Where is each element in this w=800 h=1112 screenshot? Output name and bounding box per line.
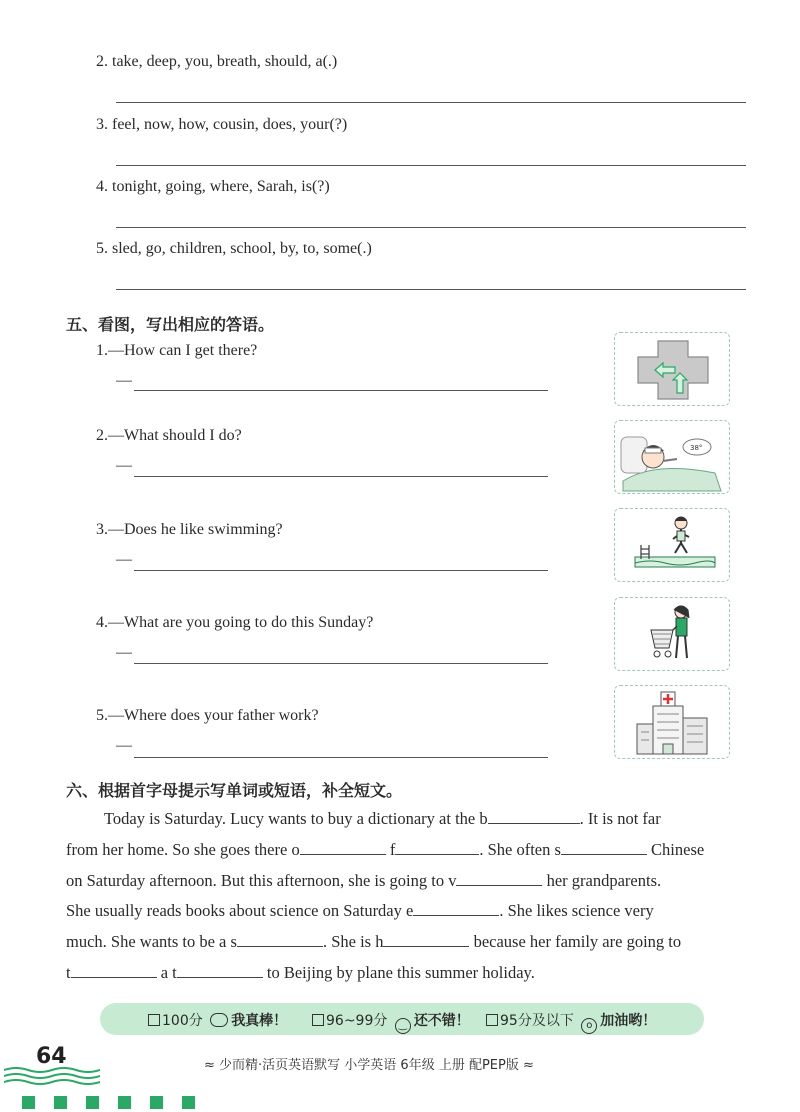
page-number: 64 <box>36 1044 67 1069</box>
passage-line-1: Today is Saturday. Lucy wants to buy a dictionary at the b . It is not far <box>104 809 661 828</box>
blank-input[interactable] <box>456 870 542 886</box>
square-decoration <box>150 1096 163 1109</box>
blank-input[interactable] <box>71 962 157 978</box>
square-decoration <box>54 1096 67 1109</box>
answer-line[interactable] <box>116 289 746 290</box>
blank-input[interactable] <box>488 808 580 824</box>
square-decoration <box>118 1096 131 1109</box>
answer-line[interactable] <box>116 227 746 228</box>
boy-at-pool-icon <box>614 508 730 582</box>
q5-2: 2.—What should I do? <box>96 427 242 444</box>
q5-5: 5.—Where does your father work? <box>96 707 319 724</box>
square-decoration <box>22 1096 35 1109</box>
answer-dash: — <box>116 644 132 661</box>
thumbs-up-icon <box>210 1013 228 1027</box>
square-decoration <box>182 1096 195 1109</box>
svg-text:38°: 38° <box>690 444 703 452</box>
q4-3: 3. feel, now, how, cousin, does, your(?) <box>96 116 348 133</box>
hospital-building-icon <box>614 685 730 759</box>
blank-input[interactable] <box>177 962 263 978</box>
answer-line[interactable] <box>134 476 548 477</box>
answer-line[interactable] <box>134 663 548 664</box>
rating-option-2[interactable]: 96~99分 ‿ 还不错！ <box>312 1010 470 1034</box>
passage-line-4: She usually reads books about science on Saturday e . She likes science very <box>66 901 654 920</box>
passage-line-6: t a t to Beijing by plane this summer holiday. <box>66 963 535 982</box>
book-info: ≈ 少而精·活页英语默写 小学英语 6年级 上册 配PEP版 ≈ <box>204 1058 534 1073</box>
wave-decoration-icon <box>4 1066 100 1086</box>
cheer-face-icon: o <box>581 1018 597 1034</box>
answer-line[interactable] <box>134 390 548 391</box>
blank-input[interactable] <box>561 839 647 855</box>
rating-option-3[interactable]: 95分及以下 o 加油哟！ <box>486 1010 656 1034</box>
checkbox[interactable] <box>148 1014 160 1026</box>
q5-4: 4.—What are you going to do this Sunday? <box>96 614 374 631</box>
blank-input[interactable] <box>413 900 499 916</box>
answer-line[interactable] <box>134 757 548 758</box>
square-decoration <box>86 1096 99 1109</box>
blank-input[interactable] <box>237 931 323 947</box>
q4-5: 5. sled, go, children, school, by, to, some(.) <box>96 240 372 257</box>
section6-title: 六、根据首字母提示写单词或短语，补全短文。 <box>66 781 403 800</box>
q5-1: 1.—How can I get there? <box>96 342 258 359</box>
smiley-face-icon: ‿ <box>395 1018 411 1034</box>
answer-dash: — <box>116 737 132 754</box>
q4-2: 2. take, deep, you, breath, should, a(.) <box>96 53 338 70</box>
blank-input[interactable] <box>300 839 386 855</box>
answer-line[interactable] <box>134 570 548 571</box>
girl-shopping-cart-icon <box>614 597 730 671</box>
blank-input[interactable] <box>383 931 469 947</box>
answer-line[interactable] <box>116 165 746 166</box>
checkbox[interactable] <box>312 1014 324 1026</box>
rating-option-1[interactable]: 100分 我真棒！ <box>148 1010 287 1030</box>
answer-line[interactable] <box>116 102 746 103</box>
q4-4: 4. tonight, going, where, Sarah, is(?) <box>96 178 330 195</box>
crossroad-arrows-icon <box>614 332 730 406</box>
answer-dash: — <box>116 457 132 474</box>
section5-title: 五、看图，写出相应的答语。 <box>66 315 275 334</box>
q5-3: 3.—Does he like swimming? <box>96 521 283 538</box>
passage-line-5: much. She wants to be a s . She is h because her family are going to <box>66 932 682 951</box>
blank-input[interactable] <box>395 839 479 855</box>
answer-dash: — <box>116 372 132 389</box>
passage-line-2: from her home. So she goes there o f . She often s Chinese <box>66 840 705 859</box>
passage-line-3: on Saturday afternoon. But this afternoon, she is going to v her grandparents. <box>66 871 662 890</box>
answer-dash: — <box>116 551 132 568</box>
sick-girl-thermometer-icon <box>614 420 730 494</box>
checkbox[interactable] <box>486 1014 498 1026</box>
